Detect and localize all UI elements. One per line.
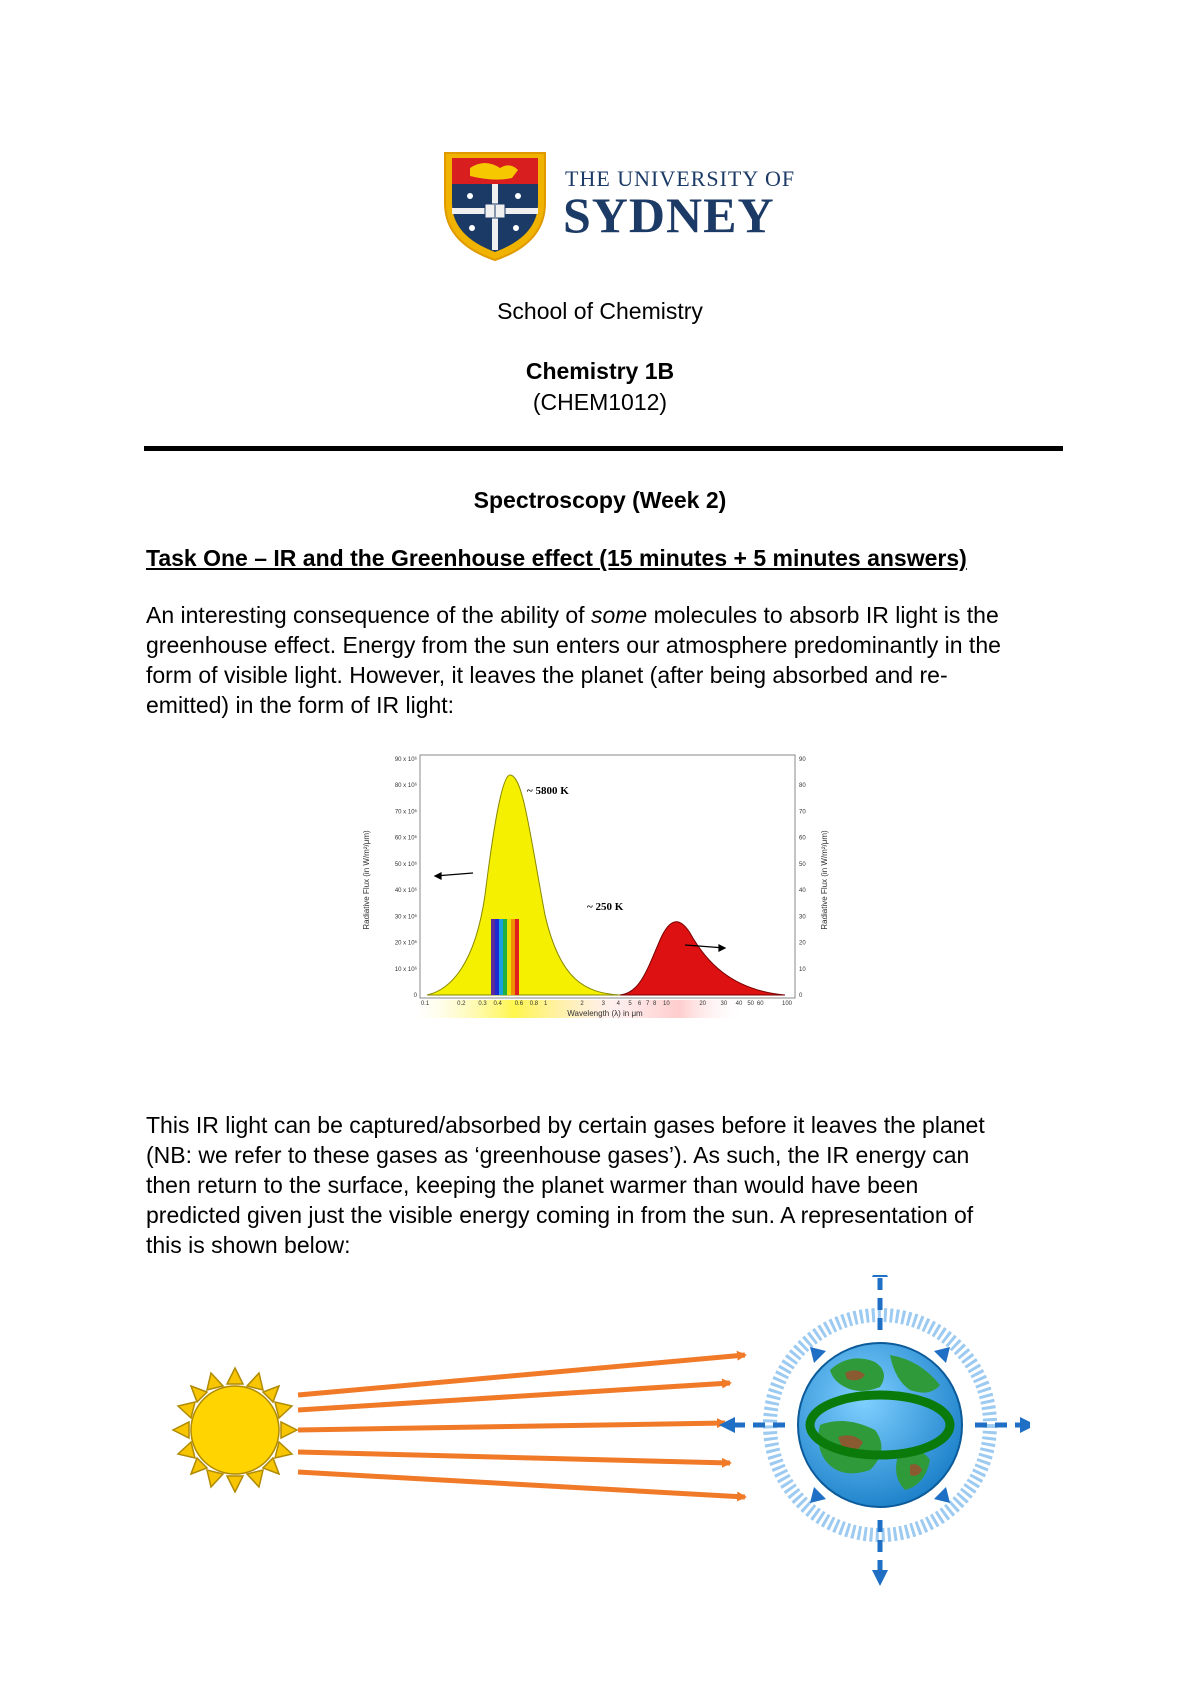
- y-tick-label-left: 60 x 10⁶: [394, 835, 417, 842]
- earth-icon: [798, 1343, 962, 1507]
- y-tick-label-left: 50 x 10⁶: [394, 861, 417, 868]
- logo-text-university-of: THE UNIVERSITY OF: [565, 166, 796, 191]
- ir-arrow-down-right-icon: [934, 1487, 950, 1503]
- y-tick-label-right: 20: [799, 940, 806, 947]
- x-tick-label: 0.6: [514, 1001, 524, 1007]
- x-tick-label: 0.8: [529, 1001, 539, 1007]
- x-tick-label: 30: [720, 1001, 728, 1007]
- paragraph-line: form of visible light. However, it leaves the planet (after being absorbed and re-: [146, 662, 948, 688]
- paragraph-line: then return to the surface, keeping the planet warmer than would have been: [146, 1172, 919, 1198]
- x-tick-label: 4: [616, 1001, 620, 1007]
- x-tick-label: 6: [637, 1001, 642, 1007]
- sun-ray-arrow: [298, 1452, 730, 1463]
- paragraph-greenhouse-gases: [146, 1110, 1066, 1260]
- x-tick-label: 0.4: [493, 1001, 502, 1007]
- greenhouse-effect-diagram: [170, 1275, 1030, 1595]
- x-tick-label: 50: [747, 1001, 755, 1007]
- section-title: Spectroscopy (Week 2): [473, 487, 727, 513]
- horizontal-rule: [144, 446, 1063, 451]
- ir-arrow-up-left-icon: [810, 1347, 826, 1363]
- x-tick-label: 60: [756, 1001, 764, 1007]
- x-tick-label: 0.2: [457, 1001, 466, 1007]
- paragraph-line: emitted) in the form of IR light:: [146, 692, 455, 718]
- x-tick-label: 1: [543, 1001, 548, 1007]
- crest-icon: [445, 153, 545, 260]
- paragraph-intro: [146, 600, 1066, 720]
- y-axis-label-right: Radiative Flux (in W/m²/μm): [820, 830, 829, 930]
- x-tick-label: 100: [781, 1001, 793, 1007]
- course-code: (CHEM1012): [532, 389, 668, 415]
- sun-ray-arrow: [298, 1472, 745, 1497]
- text-run: molecules to absorb IR light is the: [647, 602, 999, 628]
- y-tick-label-left: 70 x 10⁶: [394, 809, 417, 816]
- paragraph-line: this is shown below:: [146, 1232, 351, 1258]
- y-tick-label-left: 20 x 10⁶: [394, 940, 417, 947]
- school-name: School of Chemistry: [497, 298, 703, 324]
- y-tick-label-right: 50: [799, 861, 806, 868]
- paragraph-line: greenhouse effect. Energy from the sun enters our atmosphere predominantly in the: [146, 632, 1001, 658]
- course-title: Chemistry 1B: [525, 358, 675, 384]
- y-tick-label-left: 0: [413, 993, 417, 999]
- x-tick-label: 10: [662, 1001, 670, 1007]
- y-tick-label-right: 10: [799, 966, 806, 973]
- y-tick-label-right: 30: [799, 914, 806, 921]
- x-tick-label: 40: [735, 1001, 743, 1007]
- paragraph-line: (NB: we refer to these gases as ‘greenhouse gases’). As such, the IR energy can: [146, 1142, 970, 1168]
- x-tick-label: 3: [601, 1001, 605, 1007]
- y-tick-label-right: 70: [799, 809, 806, 816]
- x-tick-label: 0.1: [420, 1001, 430, 1007]
- y-tick-label-left: 10 x 10⁶: [394, 966, 417, 973]
- logo-text-sydney: SYDNEY: [563, 187, 775, 243]
- y-tick-label-left: 90 x 10⁶: [394, 757, 417, 763]
- y-axis-label-left: Radiative Flux (in W/m²/μm): [362, 830, 371, 930]
- x-tick-label: 5: [628, 1001, 632, 1007]
- y-tick-label-right: 0: [799, 993, 803, 999]
- paragraph-line: predicted given just the visible energy coming in from the sun. A representation of: [146, 1202, 974, 1228]
- y-tick-label-right: 80: [799, 783, 806, 790]
- label-5800k: ~ 5800 K: [527, 785, 569, 797]
- x-tick-label: 7: [645, 1001, 650, 1007]
- y-tick-label-right: 40: [799, 888, 806, 895]
- ir-arrow-down-left-icon: [810, 1487, 826, 1503]
- sun-ray-arrow: [298, 1355, 745, 1395]
- visible-spectrum-band: [491, 919, 519, 995]
- x-tick-label: 0.3: [478, 1001, 487, 1007]
- paragraph-line: This IR light can be captured/absorbed by certain gases before it leaves the planet: [146, 1112, 985, 1138]
- x-tick-label: 2: [580, 1001, 584, 1007]
- x-tick-label: 8: [652, 1001, 657, 1007]
- y-tick-label-left: 30 x 10⁶: [394, 914, 417, 921]
- label-250k: ~ 250 K: [587, 901, 624, 913]
- incoming-sunlight-rays: [298, 1355, 745, 1497]
- blackbody-spectrum-figure: [355, 745, 835, 1020]
- task-title: Task One – IR and the Greenhouse effect (15 minutes + 5 minutes answers): [146, 545, 967, 571]
- x-tick-label: 20: [699, 1001, 707, 1007]
- italic-text: some: [590, 602, 648, 628]
- y-tick-label-right: 90: [799, 757, 806, 763]
- sun-icon: [173, 1368, 297, 1492]
- x-axis-label: Wavelength (λ) in μm: [567, 1009, 643, 1018]
- text-run: An interesting consequence of the ability of: [146, 602, 591, 628]
- ir-arrow-up-right-icon: [934, 1347, 950, 1363]
- sun-ray-arrow: [298, 1423, 725, 1430]
- y-tick-label-right: 60: [799, 835, 806, 842]
- y-tick-label-left: 40 x 10⁶: [394, 888, 417, 895]
- paragraph-line: [146, 600, 1066, 630]
- y-tick-label-left: 80 x 10⁶: [394, 783, 417, 790]
